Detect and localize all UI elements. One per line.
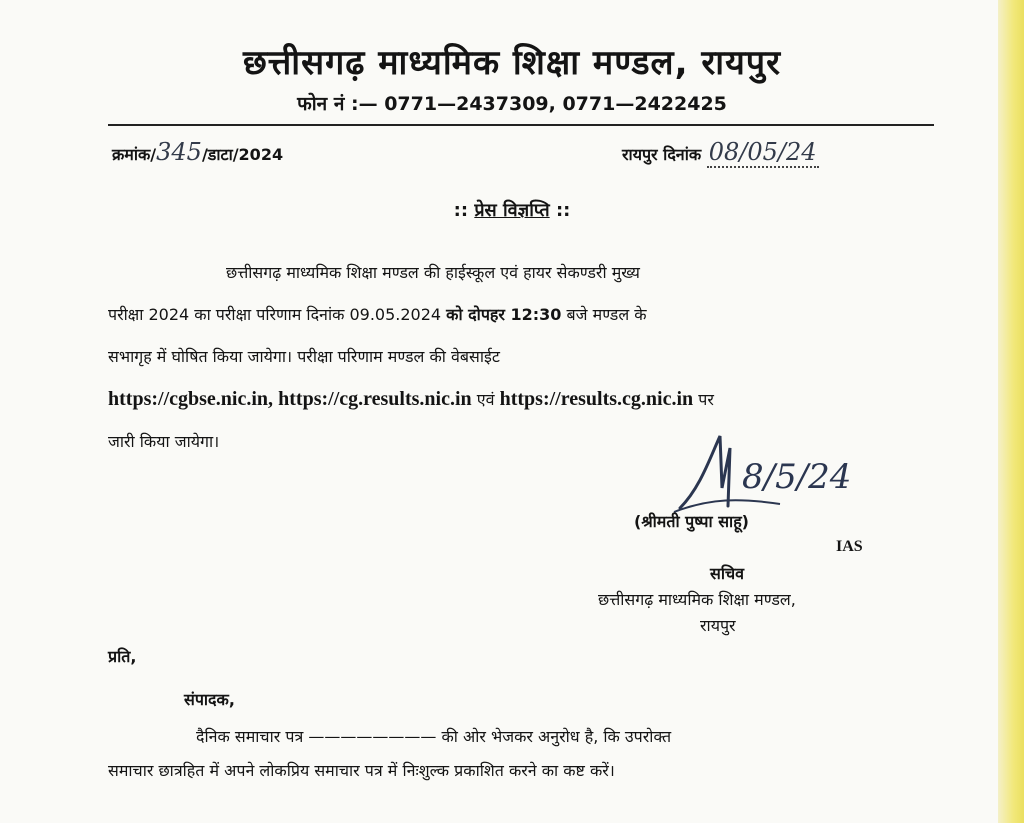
press-release-heading xyxy=(0,198,1024,222)
issue-date xyxy=(622,138,819,166)
body-line-2b: बजे मण्डल के xyxy=(566,305,647,324)
body-line-1: छत्तीसगढ़ माध्यमिक शिक्षा मण्डल की हाईस्कूल एवं हायर सेकण्डरी मुख्य xyxy=(226,263,640,282)
signatory-cadre: IAS xyxy=(836,538,863,555)
signatory-designation: सचिव xyxy=(710,564,745,583)
body-line-2-bold: को दोपहर 12:30 xyxy=(446,305,562,324)
website-link-cg-results[interactable]: https://cg.results.nic.in xyxy=(278,388,472,410)
body-line-5: जारी किया जायेगा। xyxy=(108,432,220,451)
signature-scribble xyxy=(670,428,870,518)
recipient-editor: संपादक, xyxy=(184,690,235,709)
paper-edge xyxy=(998,0,1024,823)
body-line-2a: परीक्षा 2024 का परीक्षा परिणाम दिनांक 09.05.2024 xyxy=(108,305,442,324)
body-conjunction: एवं xyxy=(476,390,495,409)
request-line-1: दैनिक समाचार पत्र ———————— की ओर भेजकर अनुरोध है, कि उपरोक्त xyxy=(196,727,672,746)
signatory-city: रायपुर xyxy=(700,616,736,635)
request-line-2: समाचार छात्रहित में अपने लोकप्रिय समाचार पत्र में निःशुल्क प्रकाशित करने का कष्ट करें। xyxy=(108,761,615,780)
signatory-organization: छत्तीसगढ़ माध्यमिक शिक्षा मण्डल, xyxy=(598,590,796,609)
header-divider xyxy=(108,124,934,126)
signature-date: 8/5/24 xyxy=(742,457,852,497)
body-line-3: सभागृह में घोषित किया जायेगा। परीक्षा परिणाम मण्डल की वेबसाईट xyxy=(108,347,500,366)
request-paragraph xyxy=(108,720,932,788)
heading-marker-left: :: xyxy=(453,200,469,221)
reference-number xyxy=(112,138,283,166)
body-word-par: पर xyxy=(698,390,714,409)
signatory-name: (श्रीमती पुष्पा साहू) xyxy=(634,512,749,531)
reference-suffix: /डाटा/2024 xyxy=(201,145,284,164)
place-date-label: रायपुर दिनांक xyxy=(622,145,702,164)
heading-text: प्रेस विज्ञप्ति xyxy=(474,200,550,221)
reference-handwritten-number: 345 xyxy=(156,138,202,166)
phone-numbers: फोन नं :— 0771—2437309, 0771—2422425 xyxy=(297,93,727,115)
heading-marker-right: :: xyxy=(555,200,571,221)
board-title: छत्तीसगढ़ माध्यमिक शिक्षा मण्डल, रायपुर xyxy=(242,43,782,83)
reference-prefix: क्रमांक/ xyxy=(112,145,157,164)
website-link-cgbse[interactable]: https://cgbse.nic.in, xyxy=(108,388,274,410)
handwritten-date: 08/05/24 xyxy=(708,138,817,166)
signature-stroke xyxy=(680,436,730,508)
website-link-results-cg[interactable]: https://results.cg.nic.in xyxy=(499,388,694,410)
recipient-prati: प्रति, xyxy=(108,647,137,666)
